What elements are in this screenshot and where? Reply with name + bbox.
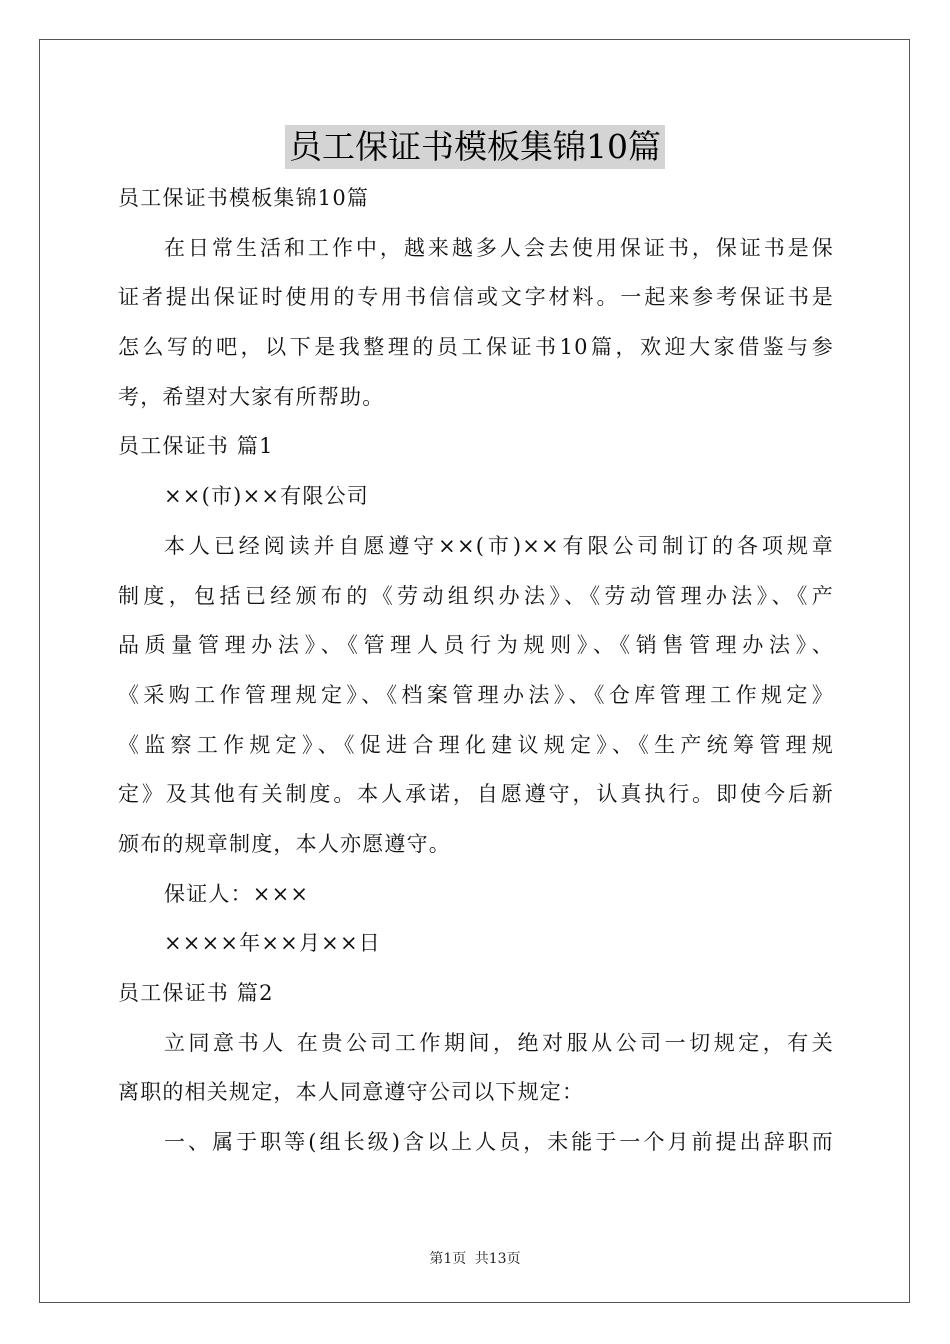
- section-heading: 员工保证书 篇2: [118, 981, 274, 1005]
- body-line: 制度，包括已经颁布的《劳动组织办法》、《劳动管理办法》、《产: [118, 583, 834, 608]
- section-heading: 员工保证书 篇1: [118, 434, 274, 459]
- body-line: 立同意书人 在贵公司工作期间，绝对服从公司一切规定，有关: [164, 1030, 834, 1055]
- title-wrap: [0, 125, 950, 169]
- signature-line: 保证人：×××: [164, 881, 310, 906]
- body-line: 证者提出保证时使用的专用书信信或文字材料。一起来参考保证书是: [118, 285, 834, 310]
- page-footer: [0, 1248, 950, 1268]
- body-line: 离职的相关规定，本人同意遵守公司以下规定：: [118, 1080, 585, 1105]
- page-number: 第1页: [429, 1251, 467, 1267]
- body-line: 怎么写的吧，以下是我整理的员工保证书10篇，欢迎大家借鉴与参: [118, 335, 834, 360]
- body-line: 《监察工作规定》、《促进合理化建议规定》、《生产统筹管理规: [118, 732, 834, 757]
- body-line: 本人已经阅读并自愿遵守××(市)××有限公司制订的各项规章: [164, 533, 834, 558]
- body-line: 《采购工作管理规定》、《档案管理办法》、《仓库管理工作规定》: [118, 682, 834, 707]
- body-line: 品质量管理办法》、《管理人员行为规则》、《销售管理办法》、: [118, 633, 834, 658]
- body-line: 一、属于职等(组长级)含以上人员，未能于一个月前提出辞职而: [164, 1130, 834, 1155]
- page-total: 共13页: [474, 1251, 521, 1267]
- body-line: 定》及其他有关制度。本人承诺，自愿遵守，认真执行。即使今后新: [118, 782, 834, 807]
- document-title: 员工保证书模板集锦10篇: [285, 125, 665, 169]
- body-line: ××(市)××有限公司: [164, 484, 369, 509]
- document-body: [118, 174, 834, 1168]
- subtitle-line: 员工保证书模板集锦10篇: [118, 186, 370, 210]
- body-line: 在日常生活和工作中，越来越多人会去使用保证书，保证书是保: [164, 235, 834, 260]
- body-line: 颁布的规章制度，本人亦愿遵守。: [118, 831, 451, 856]
- body-line: 考，希望对大家有所帮助。: [118, 384, 385, 409]
- date-line: ××××年××月××日: [164, 931, 381, 956]
